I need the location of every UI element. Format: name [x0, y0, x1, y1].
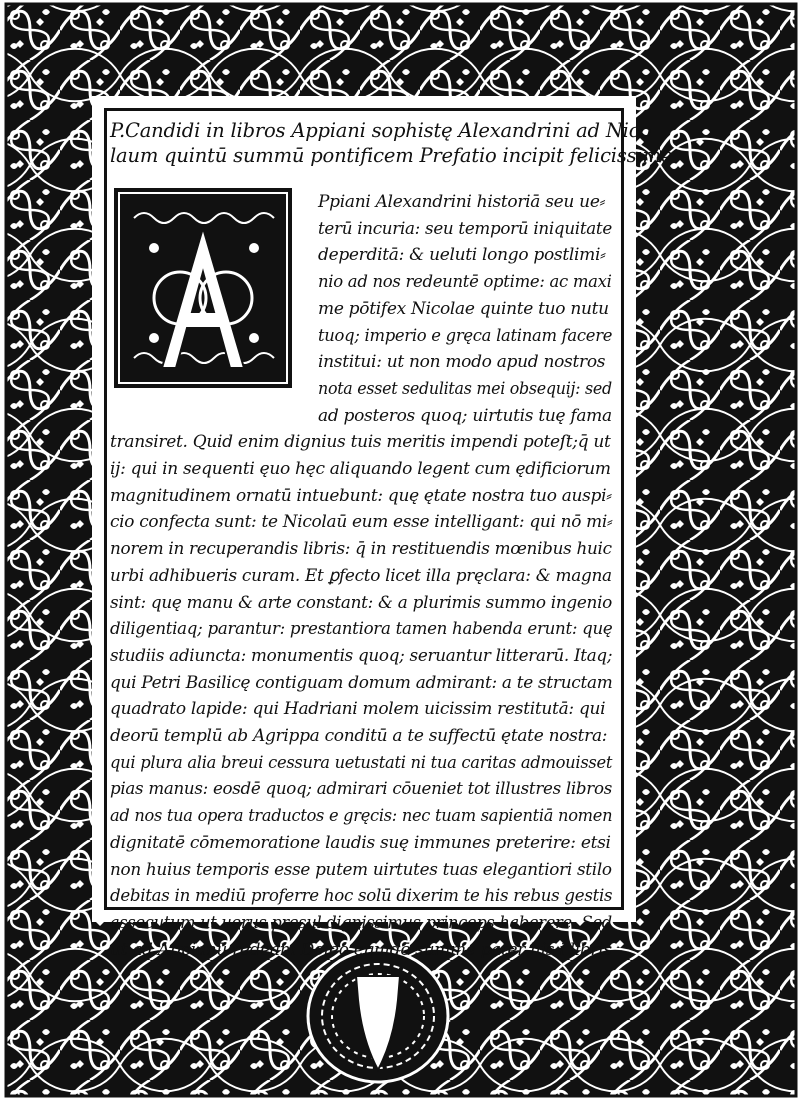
body-line: ut ad Appianū redeam Doleo equidē summe pater his i libris [110, 939, 612, 960]
body-line: terū incuria: seu temporū iniquitate [318, 218, 612, 239]
body-line: debitas in mediū proferre hoc solū dixerim te his rebus gestis [110, 886, 613, 907]
body-line: ij: qui in sequenti ęuo hęc aliquando legent cum ędificiorum [110, 459, 611, 479]
body-line: qui plura alia breui cessura uetustati ni tua caritas admouisset [110, 752, 613, 773]
wreath-shield-icon [308, 950, 448, 1082]
body-line: qui Petri Basilicę contiguam domum admirant: a te structam [110, 672, 613, 693]
body-line: Ppiani Alexandrini historiā seu ue⸗ [318, 192, 605, 212]
heading-line: P.Candidi in libros Appiani sophistę Alexandrini ad Nico [110, 119, 651, 142]
body-line: magnitudinem ornatū intuebunt: quę ętate nostra tuo auspi⸗ [110, 485, 612, 506]
body-line: me pōtifex Nicolae quinte tuo nutu [318, 298, 609, 319]
initial-letter: A [202, 208, 204, 209]
body-line: tuoq; imperio e gręca latinam facere [318, 325, 613, 346]
body-line: deorū templū ab Agrippa conditū a te suffectū ętate nostra: [110, 726, 608, 746]
body-line: assecutum ut uerus pręsul dignissimus princeps haberere. Sed [110, 912, 612, 933]
body-line: diligentiaq; parantur: prestantiora tamen habenda erunt: quę [110, 619, 613, 640]
body-line: pias manus: eosdē quoq; admirari cōueniet tot illustres libros [110, 779, 612, 800]
body-line: nio ad nos redeuntē optime: ac maxi [318, 272, 612, 293]
text-panel [92, 96, 679, 960]
body-line: deperditā: & ueluti longo postlimi⸗ [318, 245, 606, 266]
decorated-initial [114, 188, 292, 388]
body-line: dignitatē cōmemoratione laudis suę immunes preterire: etsi [110, 832, 611, 853]
body-line: ad nos tua opera traductos e gręcis: nec tuam sapientiā nomen [110, 806, 613, 827]
body-line: non huius temporis esse putem uirtutes tuas elegantiori stilo [110, 859, 612, 880]
body-line: sint: quę manu & arte constant: & a plurimis summo ingenio [110, 592, 613, 613]
body-line: transiret. Quid enim dignius tuis meritis impendi poteſt;q̄ ut [110, 432, 611, 453]
body-line: urbi adhibueris curam. Et ꝑfecto licet illa pręclara: & magna [110, 565, 612, 586]
incipit-heading [110, 118, 679, 168]
body-line: studiis adiuncta: monumentis quoq; seruantur litterarū. Itaq; [110, 645, 613, 666]
body-line: cio confecta sunt: te Nicolaū eum esse intelligant: qui nō mi⸗ [110, 512, 613, 533]
body-line: quadrato lapide: qui Hadriani molem uicissim restitutā: qui [110, 699, 606, 720]
body-line: norem in recuperandis libris: q̄ in restituendis mœnibus huic [110, 539, 612, 560]
body-line: institui: ut non modo apud nostros [318, 352, 606, 373]
body-line: nota esset sedulitas mei obsequij: sed [318, 378, 612, 399]
heading-line: laum quintū summū pontificem Prefatio incipit felicissime. [110, 144, 679, 167]
body-line: ad posteros quoq; uirtutis tuę fama [318, 405, 612, 426]
